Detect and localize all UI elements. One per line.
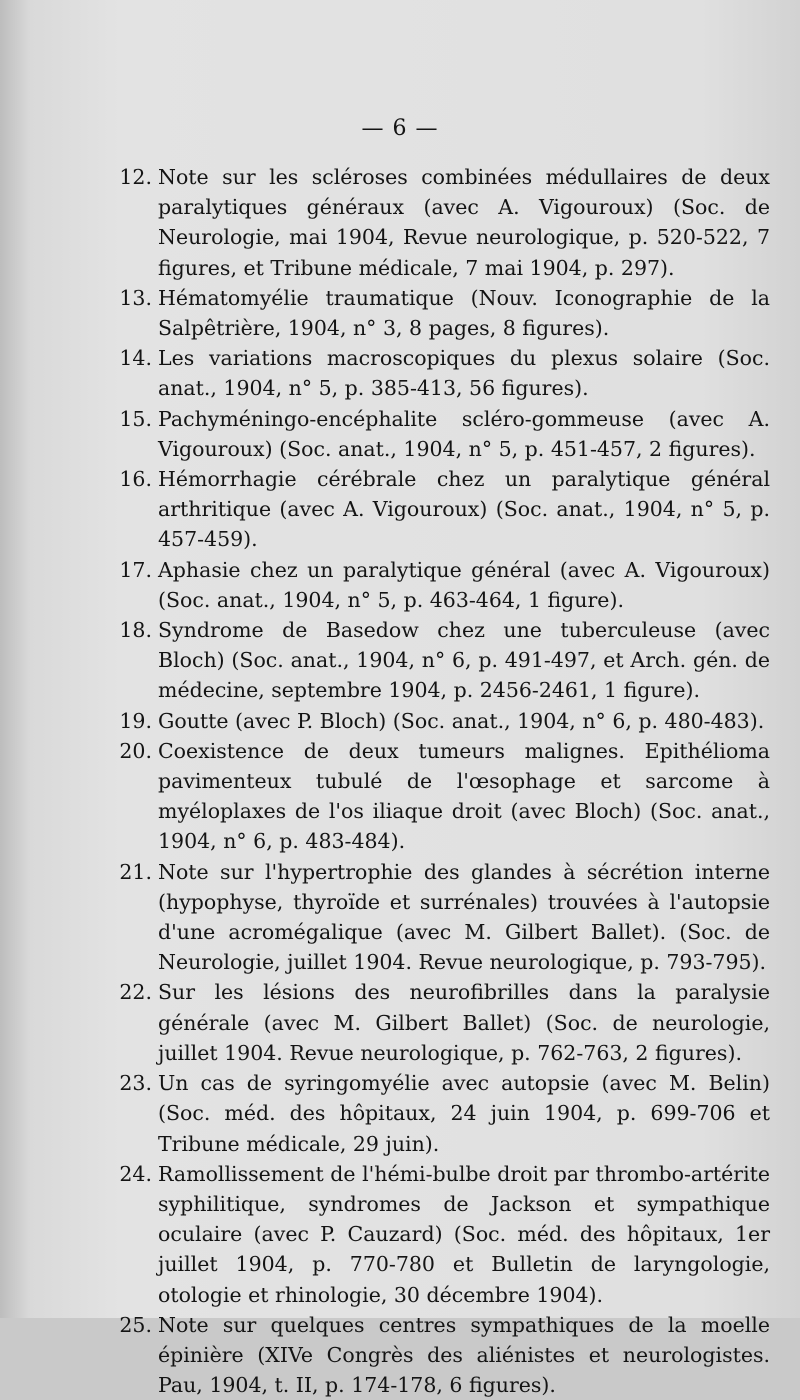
entry-text: Un cas de syringomyélie avec autopsie (avec M. Belin) (Soc. méd. des hôpitaux, 24 juin 1904, p. 699-706 et Tribune médicale, 29 juin).	[158, 1071, 770, 1156]
entry-text: Hémorrhagie cérébrale chez un paralytique général arthritique (avec A. Vigouroux) (Soc. anat., 1904, n° 5, p. 457-459).	[158, 467, 770, 552]
bibliography-entry	[80, 343, 770, 403]
entry-text: Hématomyélie traumatique (Nouv. Iconographie de la Salpêtrière, 1904, n° 3, 8 pages, 8 figures).	[158, 285, 770, 341]
entry-number: 19 .	[80, 706, 152, 736]
entry-number: 18 .	[80, 615, 152, 645]
bibliography-entry	[80, 464, 770, 555]
entry-text: Les variations macroscopiques du plexus solaire (Soc. anat., 1904, n° 5, p. 385-413, 56 figures).	[158, 346, 770, 401]
entry-number: 15 .	[80, 404, 152, 434]
entry-text: Aphasie chez un paralytique général (avec A. Vigouroux) (Soc. anat., 1904, n° 5, p. 463-464, 1 figure).	[158, 557, 770, 612]
bibliography-entry	[80, 283, 770, 343]
bibliography-entry	[80, 977, 770, 1068]
entry-text: Note sur les scléroses combinées médullaires de deux paralytiques généraux (avec A. Vigouroux) (Soc. de Neurologie, mai 1904, Revue neurologique, p. 520-522, 7 figures, et Tribune médicale, 7 mai 1904, p. 297).	[158, 165, 770, 280]
entry-text: Pachyméningo-encéphalite scléro-gommeuse (avec A. Vigouroux) (Soc. anat., 1904, n° 5, p. 451-457, 2 figures).	[158, 406, 770, 461]
entry-number: 17 .	[80, 555, 152, 585]
entry-number: 25 .	[80, 1310, 152, 1340]
entry-number: 21 .	[80, 857, 152, 887]
entry-number: 22 .	[80, 977, 152, 1007]
bibliography-entry	[80, 162, 770, 283]
entry-number: 24 .	[80, 1159, 152, 1189]
entry-text: Note sur quelques centres sympathiques de la moelle épinière (XIVe Congrès des aliénistes et neurologistes. Pau, 1904, t. II, p. 174-178, 6 figures).	[158, 1312, 770, 1398]
entry-number: 12 .	[80, 162, 152, 192]
entry-number: 14 .	[80, 343, 152, 373]
entry-text: Goutte (avec P. Bloch) (Soc. anat., 1904, n° 6, p. 480-483).	[158, 708, 765, 733]
entry-number: 23 .	[80, 1068, 152, 1098]
bibliography-entry	[80, 404, 770, 464]
bibliography-entry	[80, 857, 770, 978]
bibliography-entry	[80, 555, 770, 615]
page-number: — 6 —	[361, 116, 439, 141]
bibliography-entry	[80, 706, 770, 736]
entry-text: Syndrome de Basedow chez une tuberculeuse (avec Bloch) (Soc. anat., 1904, n° 6, p. 491-497, et Arch. gén. de médecine, septembre 1904, p. 2456-2461, 1 figure).	[158, 618, 770, 703]
bibliography-entry	[80, 1068, 770, 1159]
entry-number: 20 .	[80, 736, 152, 766]
entry-number: 16 .	[80, 464, 152, 494]
entry-text: Coexistence de deux tumeurs malignes. Epithélioma pavimenteux tubulé de l'œsophage et sarcome à myéloplaxes de l'os iliaque droit (avec Bloch) (Soc. anat., 1904, n° 6, p. 483-484).	[158, 738, 770, 854]
bibliography-entry	[80, 1310, 770, 1400]
entry-text: Ramollissement de l'hémi-bulbe droit par thrombo-artérite syphilitique, syndromes de Jackson et sympathique oculaire (avec P. Cauzard) (Soc. méd. des hôpitaux, 1er juillet 1904, p. 770-780 et Bulletin de laryngologie, otologie et rhinologie, 30 décembre 1904).	[158, 1161, 770, 1307]
entry-text: Note sur l'hypertrophie des glandes à sécrétion interne (hypophyse, thyroïde et surrénales) trouvées à l'autopsie d'une acromégalique (avec M. Gilbert Ballet). (Soc. de Neurologie, juillet 1904. Revue neurologique, p. 793-795).	[158, 859, 770, 975]
bibliography-list	[80, 162, 770, 1400]
bibliography-entry	[80, 615, 770, 706]
entry-number: 13 .	[80, 283, 152, 313]
bibliography-entry	[80, 1159, 770, 1310]
bibliography-entry	[80, 736, 770, 857]
entry-text: Sur les lésions des neurofibrilles dans la paralysie générale (avec M. Gilbert Ballet) (Soc. de neurologie, juillet 1904. Revue neurologique, p. 762-763, 2 figures).	[158, 980, 770, 1065]
